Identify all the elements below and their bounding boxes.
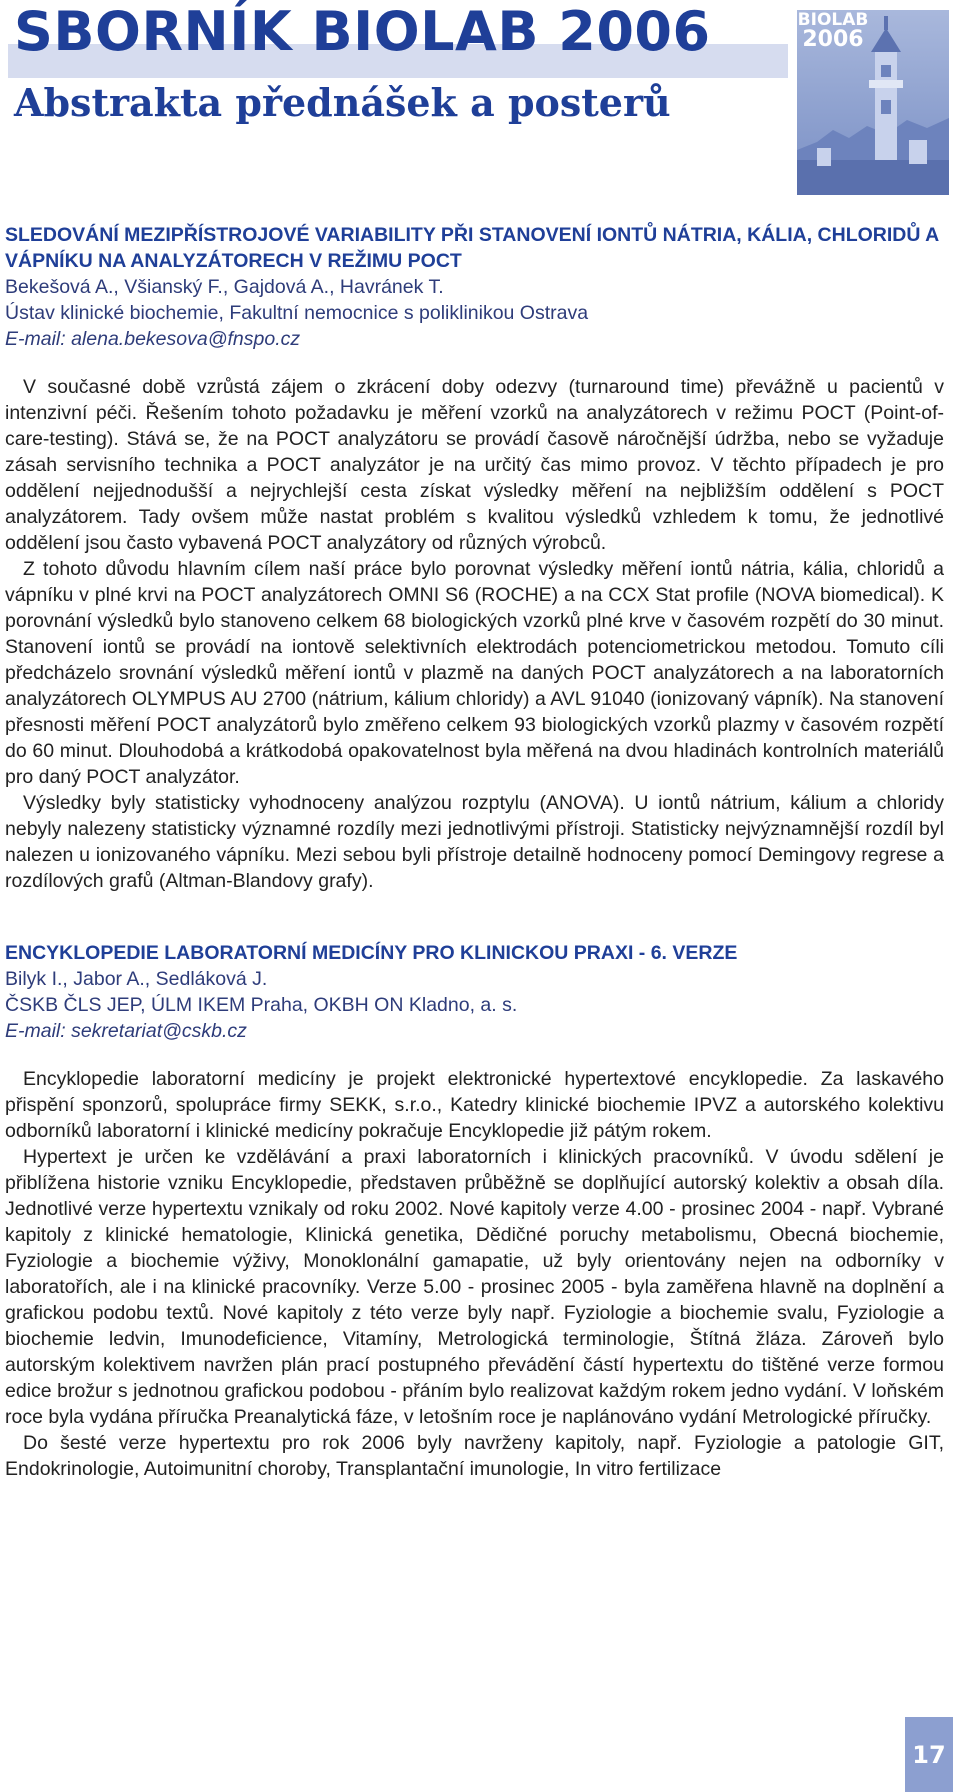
abstract-1 — [5, 222, 944, 894]
logo-line-2: 2006 — [802, 27, 864, 52]
abstract-affiliation: ČSKB ČLS JEP, ÚLM IKEM Praha, OKBH ON Kladno, a. s. — [5, 994, 518, 1016]
abstract-paragraph: Hypertext je určen ke vzdělávání a praxi laboratorních i klinických pracovníků. V úvodu sdělení je přiblížena historie vzniku Encyklopedie, představen průběžně se doplňující autorský kolektiv a obsah díla. Jednotlivé verze hypertextu vznikaly od roku 2002. Nové kapitoly verze 4.00 - prosinec 2004 - např. Vybrané kapitoly z klinické hematologie, Klinická genetika, Dědičné poruchy metabolismu, Obecná biochemie, Fyziologie a biochemie výživy, Monoklonální gamapatie, už byly orientovány nejen na odborníky v laboratořích, ale i na klinické pracovníky. Verze 5.00 - prosinec 2005 - byla zaměřena hlavně na doplnění a grafickou podobu textů. Nové kapitoly z této verze byly např. Fyziologie a biochemie svalu, Fyziologie a biochemie ledvin, Imunodeficience, Vitamíny, Metrologická terminologie, Štítná žláza. Zároveň bylo autorským kolektivem navržen plán prací postupného převádění částí hypertextu do tištěné verze formou edice brožur s jednotnou grafickou podobou - přáním bylo realizovat každým rokem jedno vydání. V loňském roce byla vydána příručka Preanalytická fáze, v letošním roce je naplánováno vydání Metrologické příručky. — [5, 1146, 944, 1428]
abstract-title: SLEDOVÁNÍ MEZIPŘÍSTROJOVÉ VARIABILITY PŘI STANOVENÍ IONTŮ NÁTRIA, KÁLIA, CHLORIDŮ A VÁPNÍKU NA ANALYZÁTORECH V REŽIMU POCT — [5, 224, 939, 272]
page-number: 17 — [905, 1717, 953, 1792]
abstract-paragraph: V současné době vzrůstá zájem o zkrácení doby odezvy (turnaround time) převážně u pacientů v intenzivní péči. Řešením tohoto požadavku je měření vzorků na analyzátorech v režimu POCT (Point-of-care-testing). Stává se, že na POCT analyzátoru se provádí časově náročnější údržba, nebo se vyžaduje zásah servisního technika a POCT analyzátor je na určitý čas mimo provoz. V těchto případech je pro oddělení nejjednodušší a nejrychlejší cesta získat výsledky měření na nejbližším oddělení s POCT analyzátorem. Tady ovšem může nastat problém s kvalitou výsledků vzhledem k tomu, že jednotlivé oddělení jsou často vybavená POCT analyzátory od různých výrobců. — [5, 376, 944, 554]
abstract-paragraph: Do šesté verze hypertextu pro rok 2006 byly navrženy kapitoly, např. Fyziologie a patologie GIT, Endokrinologie, Autoimunitní choroby, Transplantační imunologie, In vitro fertilizace — [5, 1432, 944, 1480]
logo-line-1: BIOLAB — [797, 10, 869, 30]
abstract-authors: Bekešová A., Všianský F., Gajdová A., Havránek T. — [5, 276, 444, 298]
publication-title: SBORNÍK BIOLAB 2006 — [14, 0, 711, 63]
abstract-paragraph: Výsledky byly statisticky vyhodnoceny analýzou rozptylu (ANOVA). U iontů nátrium, kálium a chloridy nebyly nalezeny statisticky významné rozdíly mezi jednotlivými přístroji. Statisticky nejvýznamnější rozdíl byl nalezen u ionizovaného vápníku. Mezi sebou byli přístroje detailně hodnoceny pomocí Demingovy regrese a rozdílových grafů (Altman-Blandovy grafy). — [5, 792, 944, 892]
abstract-paragraph: Z tohoto důvodu hlavním cílem naší práce bylo porovnat výsledky měření iontů nátria, kália, chloridů a vápníku v plné krvi na POCT analyzátorech OMNI S6 (ROCHE) a na CCX Stat profile (NOVA biomedical). K porovnání výsledků bylo stanoveno celkem 68 biologických vzorků plné krve v časovém rozpětí do 30 minut. Stanovení iontů se provádí na iontově selektivních elektrodách potenciometrickou metodou. Tomuto cíli předcházelo srovnání výsledků měření iontů v plazmě na daných POCT analyzátorech a na laboratorních analyzátorech OLYMPUS AU 2700 (nátrium, kálium chloridy) a AVL 91040 (ionizovaný vápník). Na stanovení přesnosti měření POCT analyzátorů bylo změřeno celkem 93 biologických vzorků plazmy v časovém rozpětí do 60 minut. Dlouhodobá a krátkodobá opakovatelnost byla měřená na dvou hladinách kontrolních materiálů pro daný POCT analyzátor. — [5, 558, 944, 788]
abstracts-content — [5, 222, 944, 1528]
abstract-email: E-mail: sekretariat@cskb.cz — [5, 1020, 247, 1042]
abstract-affiliation: Ústav klinické biochemie, Fakultní nemocnice s poliklinikou Ostrava — [5, 302, 589, 324]
abstract-paragraph: Encyklopedie laboratorní medicíny je projekt elektronické hypertextové encyklopedie. Za laskavého přispění sponzorů, spolupráce firmy SEKK, s.r.o., Katedry klinické biochemie IPVZ a autorského kolektivu odborníků laboratorní i klinické medicíny pokračuje Encyklopedie již pátým rokem. — [5, 1068, 944, 1142]
biolab-logo — [797, 10, 949, 195]
abstract-2 — [5, 940, 944, 1482]
page-header — [0, 0, 960, 200]
abstract-title: ENCYKLOPEDIE LABORATORNÍ MEDICÍNY PRO KLINICKOU PRAXI - 6. VERZE — [5, 942, 738, 964]
logo-text — [797, 12, 869, 51]
abstract-authors: Bilyk I., Jabor A., Sedláková J. — [5, 968, 268, 990]
abstract-email: E-mail: alena.bekesova@fnspo.cz — [5, 328, 301, 350]
publication-subtitle: Abstrakta přednášek a posterů — [14, 80, 671, 125]
